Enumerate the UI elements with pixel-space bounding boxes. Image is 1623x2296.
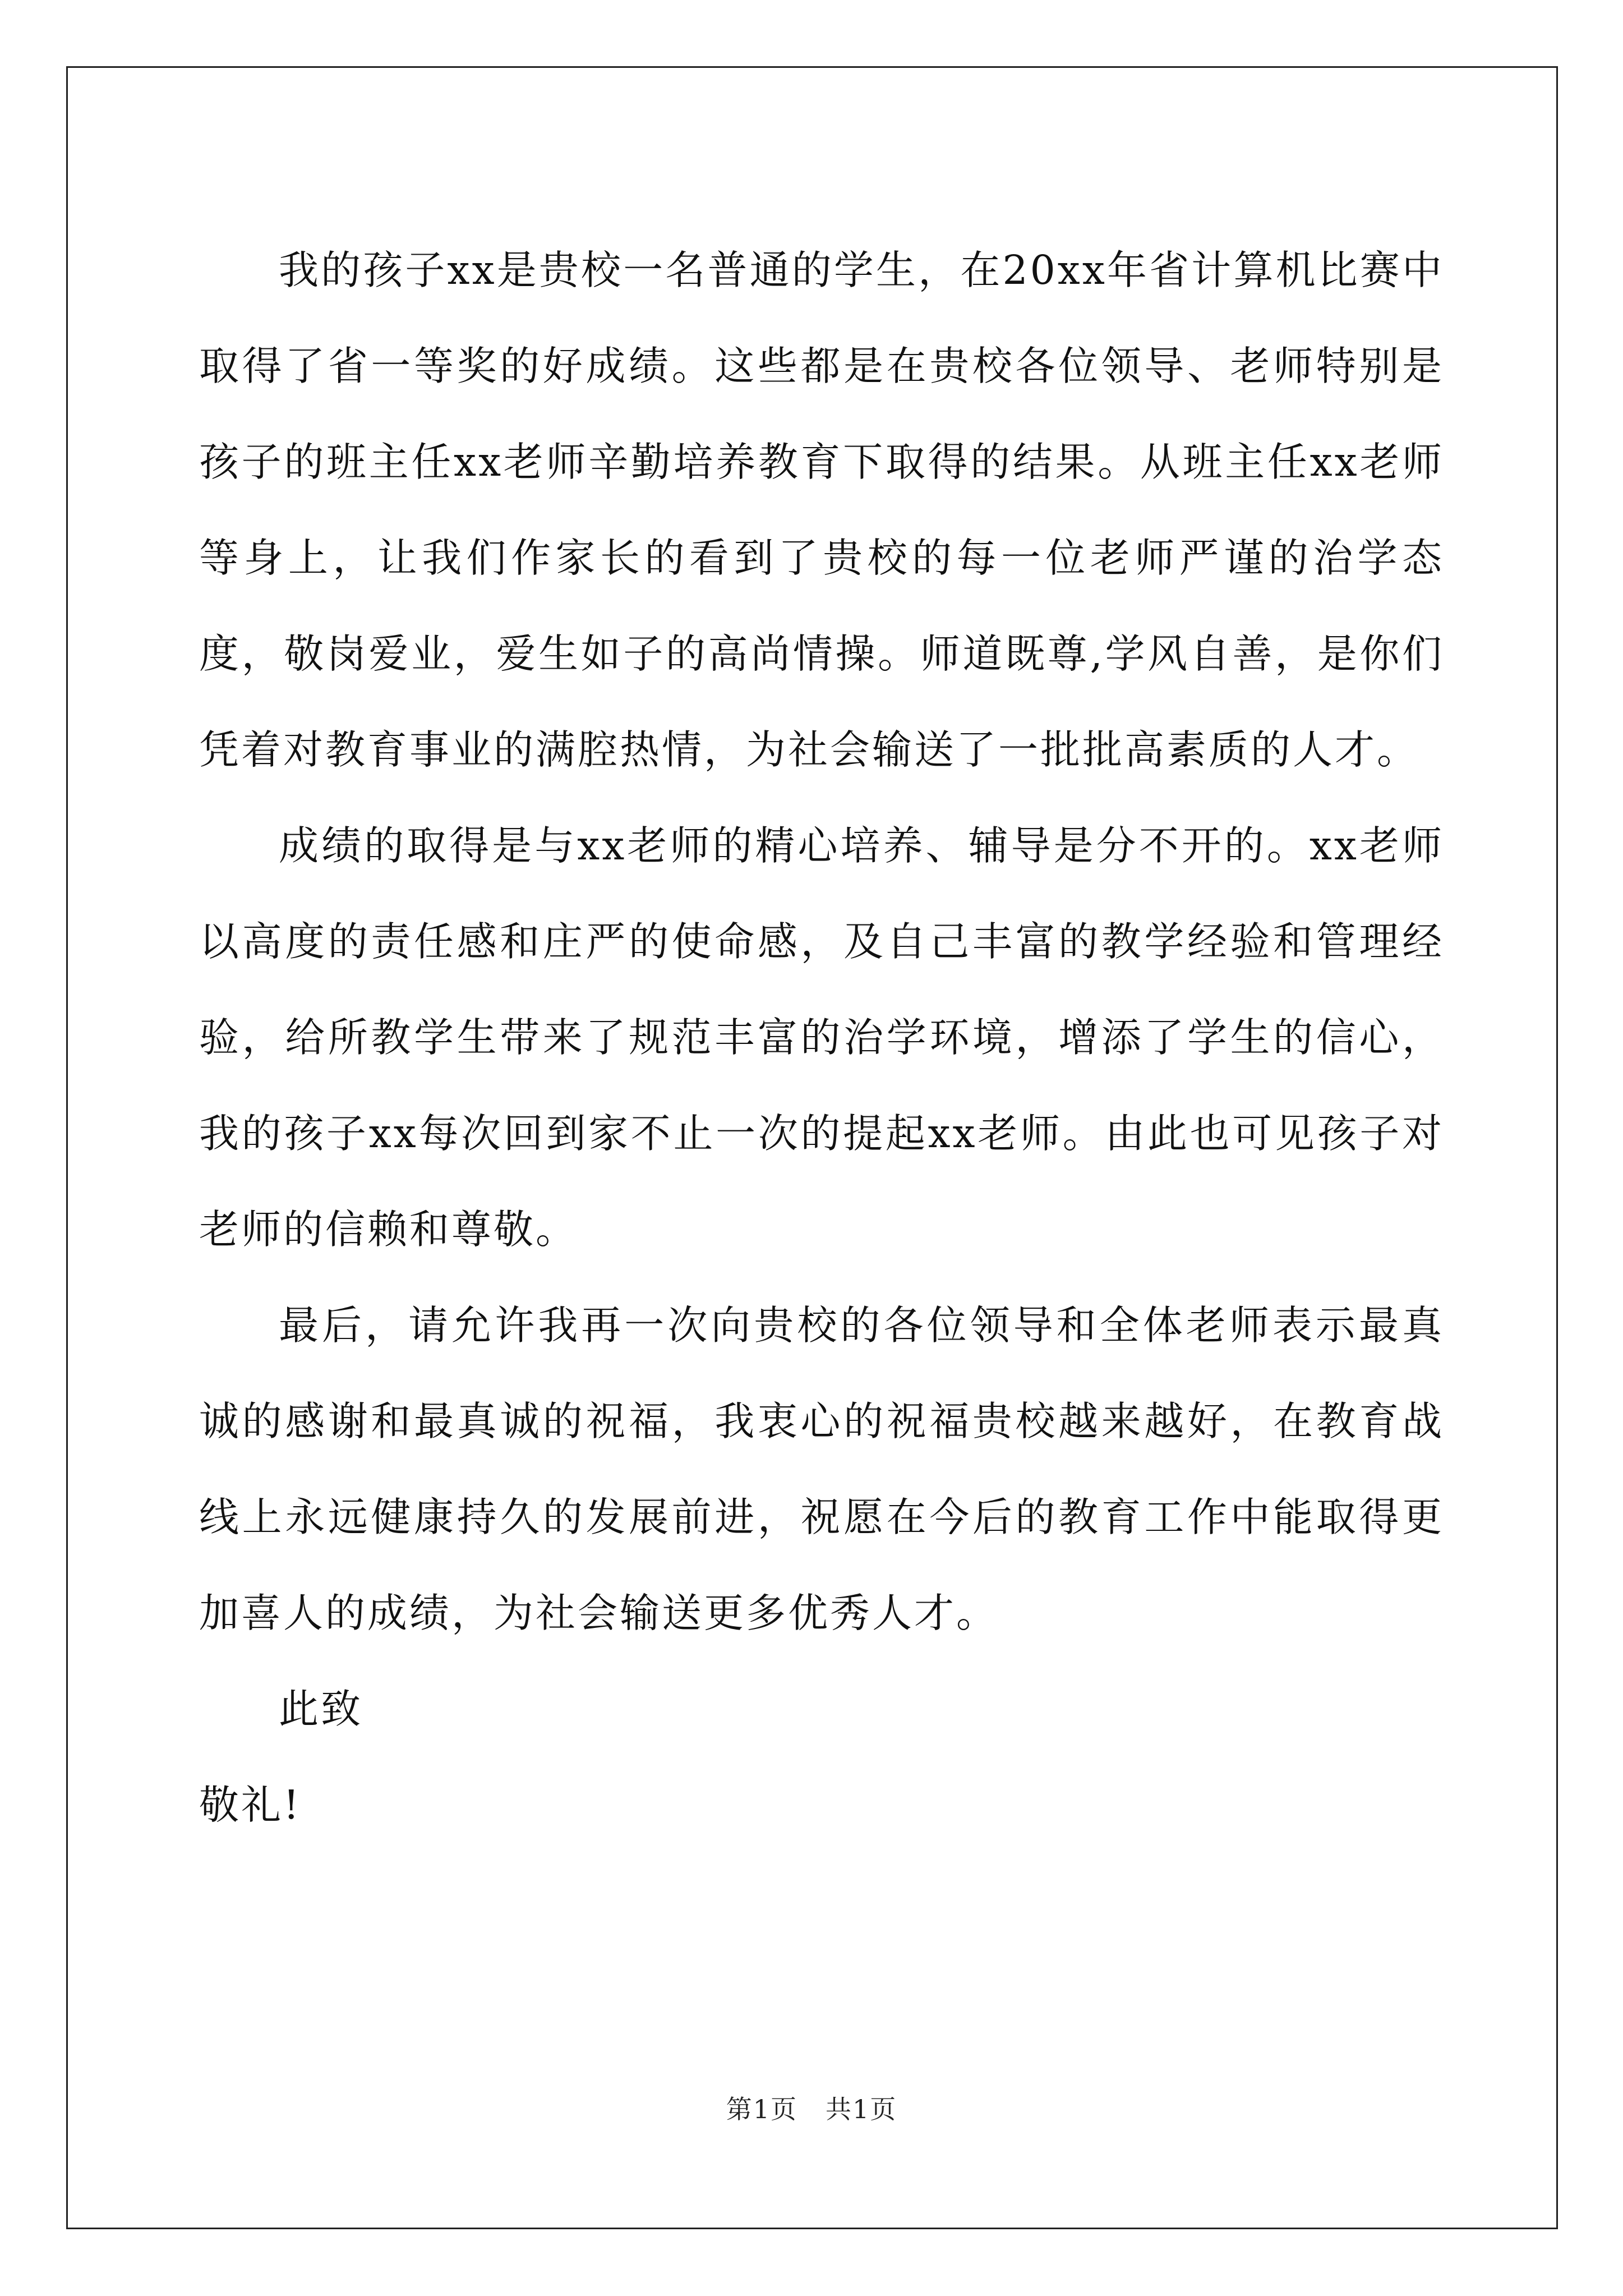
page-number-total: 共1页 [826, 2094, 897, 2124]
paragraph-2: 成绩的取得是与xx老师的精心培养、辅导是分不开的。xx老师以高度的责任感和庄严的使命感，及自己丰富的教学经验和管理经验，给所教学生带来了规范丰富的治学环境，增添了学生的信心，我的孩子xx每次回到家不止一次的提起xx老师。由此也可见孩子对老师的信赖和尊敬。 [199, 822, 1444, 1253]
page-footer [0, 2089, 1623, 2126]
closing: 敬礼! [199, 1782, 302, 1828]
salutation: 此致 [279, 1686, 363, 1732]
paragraph-3: 最后，请允许我再一次向贵校的各位领导和全体老师表示最真诚的感谢和最真诚的祝福，我衷心的祝福贵校越来越好，在教育战线上永远健康持久的发展前进，祝愿在今后的教育工作中能取得更加喜人的成绩，为社会输送更多优秀人才。 [199, 1302, 1444, 1636]
paragraph-1: 我的孩子xx是贵校一名普通的学生，在20xx年省计算机比赛中取得了省一等奖的好成绩。这些都是在贵校各位领导、老师特别是孩子的班主任xx老师辛勤培养教育下取得的结果。从班主任xx老师等身上，让我们作家长的看到了贵校的每一位老师严谨的治学态度，敬岗爱业，爱生如子的高尚情操。师道既尊,学风自善，是你们凭着对教育事业的满腔热情，为社会输送了一批批高素质的人才。 [199, 247, 1444, 773]
page-number-current: 第1页 [726, 2094, 797, 2124]
letter-body [199, 222, 1444, 1853]
